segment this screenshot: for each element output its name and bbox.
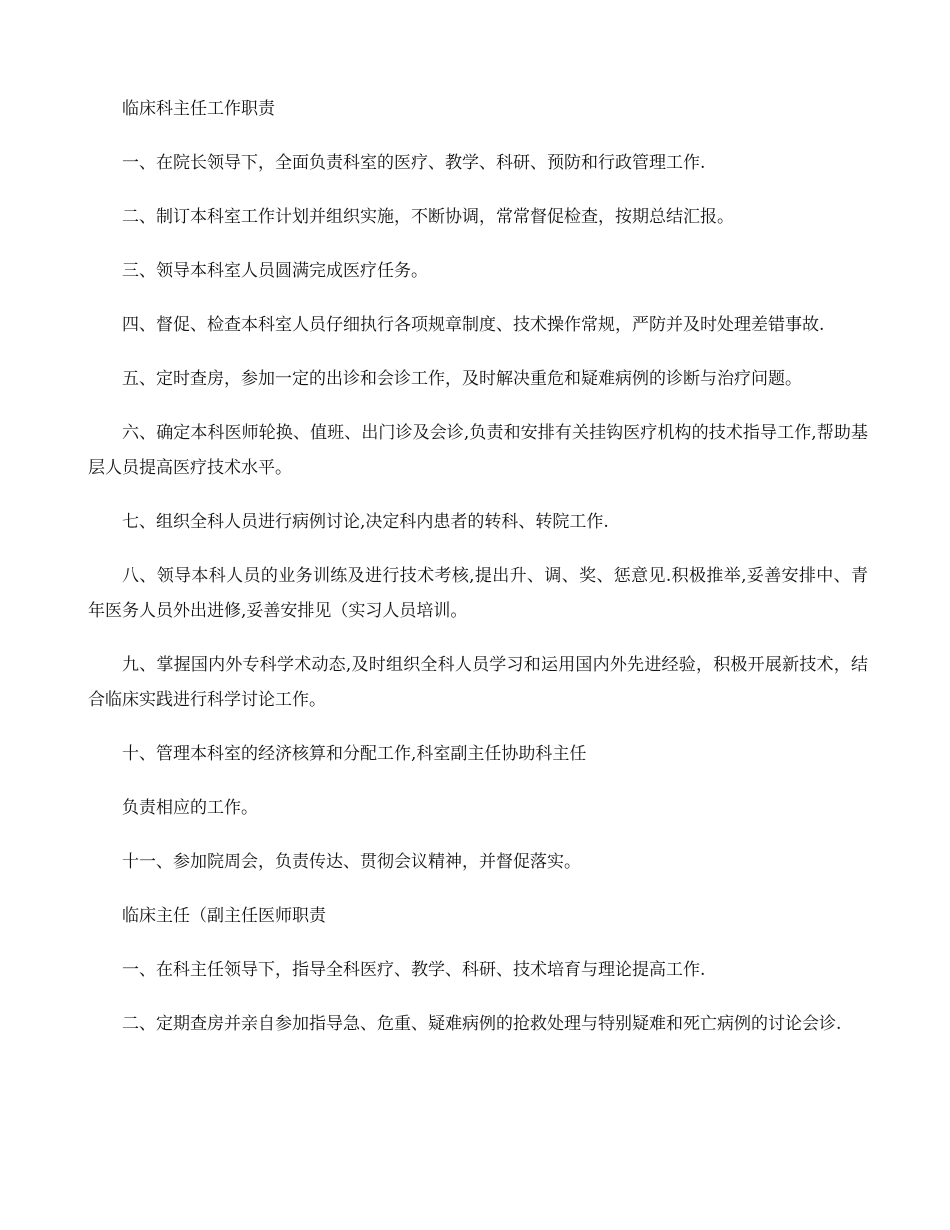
- section-title: 临床科主任工作职责: [122, 99, 275, 119]
- paragraph: 十一、参加院周会，负责传达、贯彻会议精神，并督促落实。: [122, 852, 581, 872]
- paragraph: 九、掌握国内外专科学术动态,及时组织全科人员学习和运用国内外先进经验，积极开展新技术，结合临床实践进行科学讨论工作。: [88, 655, 868, 710]
- paragraph: 五、定时查房，参加一定的出诊和会诊工作，及时解决重危和疑难病例的诊断与治疗问题。: [122, 369, 802, 389]
- paragraph: 二、制订本科室工作计划并组织实施，不断协调，常常督促检查，按期总结汇报。: [122, 207, 734, 227]
- paragraph: 一、在科主任领导下，指导全科医疗、教学、科研、技术培育与理论提高工作.: [122, 960, 706, 980]
- paragraph: 二、定期查房并亲自参加指导急、危重、疑难病例的抢救处理与特别疑难和死亡病例的讨论会诊.: [122, 1014, 842, 1034]
- paragraph: 一、在院长领导下，全面负责科室的医疗、教学、科研、预防和行政管理工作.: [122, 153, 706, 173]
- paragraph: 三、领导本科室人员圆满完成医疗任务。: [122, 261, 428, 281]
- paragraph: 六、确定本科医师轮换、值班、出门诊及会诊,负责和安排有关挂钩医疗机构的技术指导工作,帮助基层人员提高医疗技术水平。: [88, 423, 868, 478]
- paragraph: 八、领导本科人员的业务训练及进行技术考核,提出升、调、奖、惩意见.积极推举,妥善安排中、青年医务人员外出进修,妥善安排见（实习人员培训。: [88, 566, 868, 621]
- section-title: 临床主任（副主任医师职责: [122, 906, 326, 926]
- paragraph: 负责相应的工作。: [122, 798, 258, 818]
- document-body: [88, 92, 868, 1061]
- paragraph: 四、督促、检查本科室人员仔细执行各项规章制度、技术操作常规，严防并及时处理差错事故.: [122, 315, 825, 335]
- paragraph: 十、管理本科室的经济核算和分配工作,科室副主任协助科主任: [122, 744, 587, 764]
- paragraph: 七、组织全科人员进行病例讨论,决定科内患者的转科、转院工作.: [122, 512, 609, 532]
